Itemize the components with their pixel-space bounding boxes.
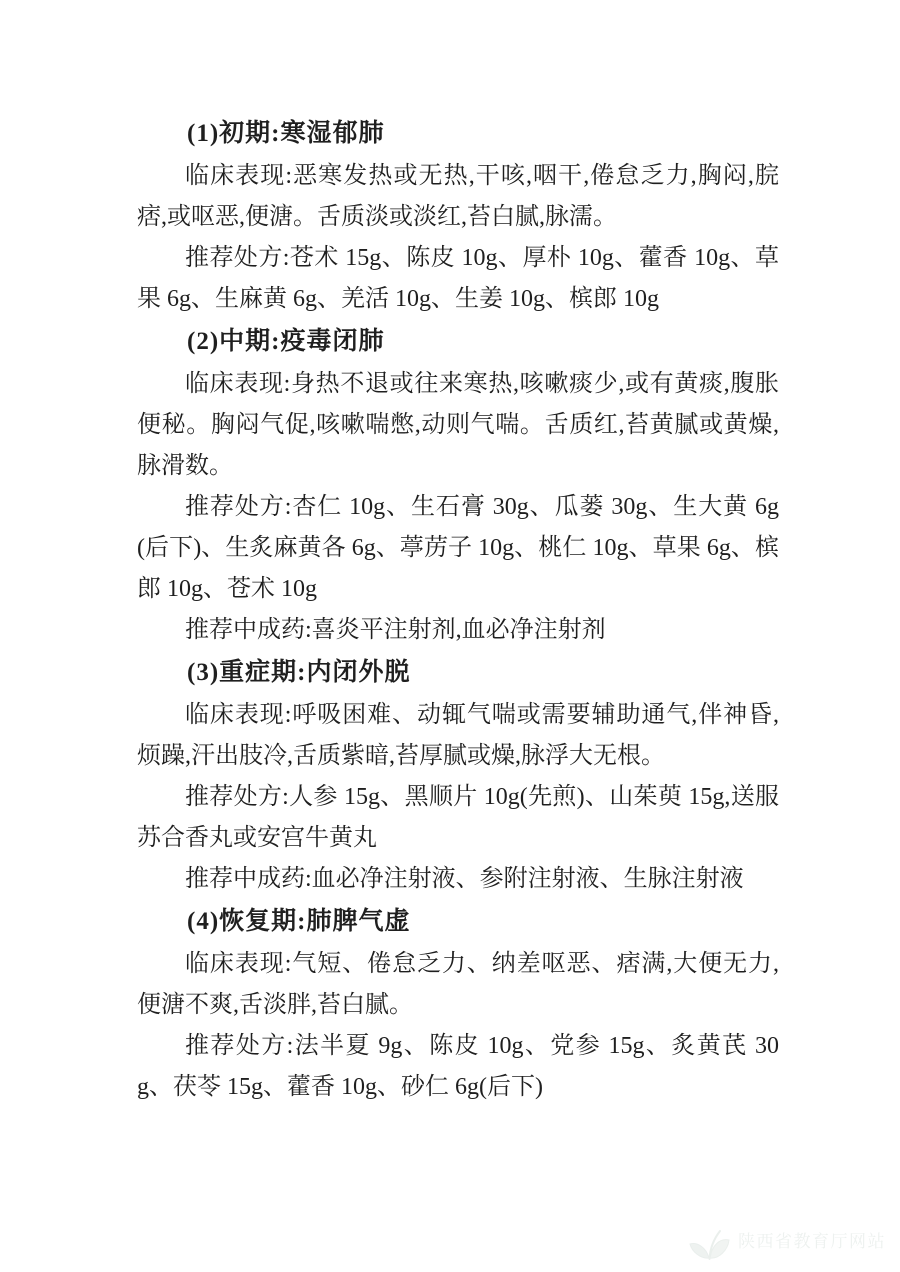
section-severe-stage: [137, 651, 779, 900]
recommended-patent-medicine-paragraph: 推荐中成药:血必净注射液、参附注射液、生脉注射液: [185, 866, 744, 892]
recommended-patent-medicine-paragraph: 推荐中成药:喜炎平注射剂,血必净注射剂: [185, 617, 606, 643]
section-heading: (4)恢复期:肺脾气虚: [187, 908, 411, 935]
clinical-manifestations-paragraph: 临床表现:身热不退或往来寒热,咳嗽痰少,或有黄痰,腹胀便秘。胸闷气促,咳嗽喘憋,动则气喘。舌质红,苔黄腻或黄燥,脉滑数。: [137, 371, 779, 479]
sprout-leaf-logo-icon: [687, 1218, 733, 1260]
recommended-prescription-paragraph: 推荐处方:杏仁 10g、生石膏 30g、瓜蒌 30g、生大黄 6g(后下)、生炙麻黄各 6g、葶苈子 10g、桃仁 10g、草果 6g、槟郎 10g、苍术 10g: [137, 494, 779, 602]
clinical-manifestations-paragraph: 临床表现:气短、倦怠乏力、纳差呕恶、痞满,大便无力,便溏不爽,舌淡胖,苔白腻。: [137, 951, 779, 1018]
section-middle-stage: [137, 320, 779, 651]
site-watermark: [687, 1218, 886, 1260]
recommended-prescription-paragraph: 推荐处方:苍术 15g、陈皮 10g、厚朴 10g、藿香 10g、草果 6g、生麻黄 6g、羌活 10g、生姜 10g、槟郎 10g: [137, 245, 779, 312]
clinical-manifestations-paragraph: 临床表现:恶寒发热或无热,干咳,咽干,倦怠乏力,胸闷,脘痞,或呕恶,便溏。舌质淡或淡红,苔白腻,脉濡。: [137, 163, 779, 230]
section-heading: (1)初期:寒湿郁肺: [187, 120, 385, 147]
recommended-prescription-paragraph: 推荐处方:人参 15g、黑顺片 10g(先煎)、山茱萸 15g,送服苏合香丸或安宫牛黄丸: [137, 784, 779, 851]
recommended-prescription-paragraph: 推荐处方:法半夏 9g、陈皮 10g、党参 15g、炙黄芪 30g、茯苓 15g、藿香 10g、砂仁 6g(后下): [137, 1033, 779, 1100]
section-recovery-stage: [137, 900, 779, 1108]
watermark-text: 陕西省教育厅网站: [738, 1231, 886, 1251]
clinical-manifestations-paragraph: 临床表现:呼吸困难、动辄气喘或需要辅助通气,伴神昏,烦躁,汗出肢冷,舌质紫暗,苔厚腻或燥,脉浮大无根。: [137, 702, 779, 769]
section-heading: (3)重症期:内闭外脱: [187, 659, 411, 686]
section-initial-stage: [137, 112, 779, 320]
section-heading: (2)中期:疫毒闭肺: [187, 328, 385, 355]
